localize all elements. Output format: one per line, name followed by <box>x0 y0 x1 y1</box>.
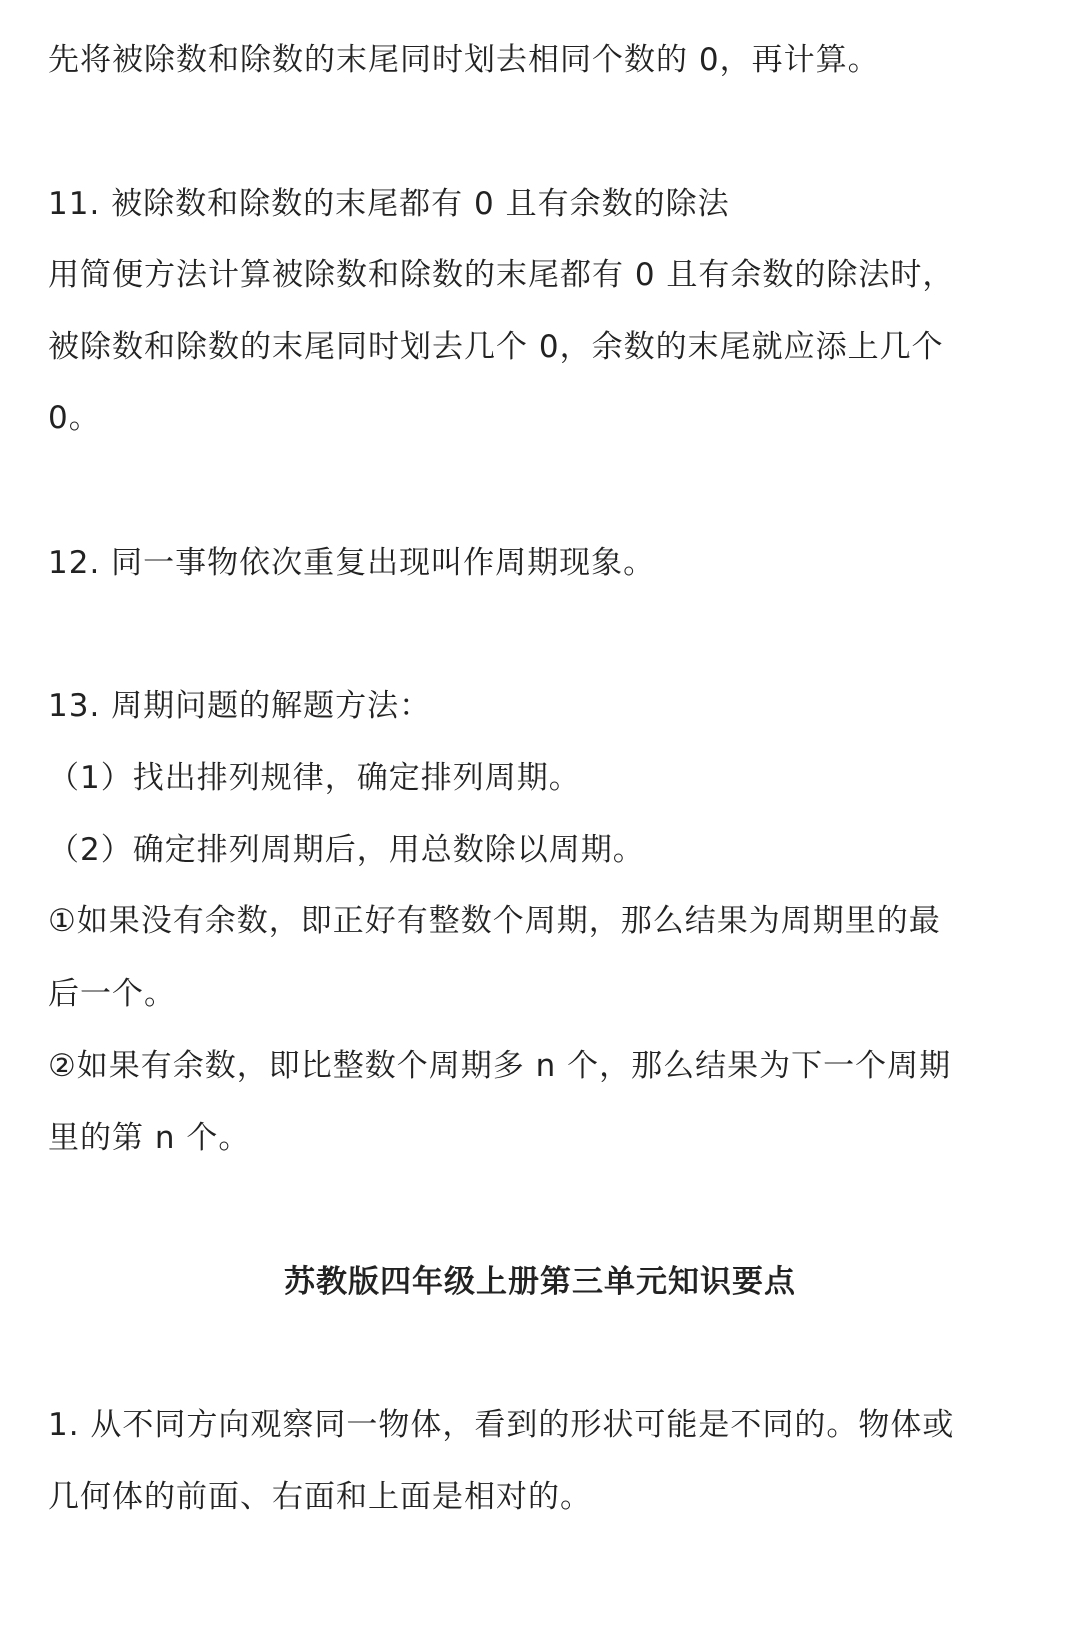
unit-3-heading: 苏教版四年级上册第三单元知识要点 <box>284 1264 796 1300</box>
item-13-step-1: （1）找出排列规律，确定排列周期。 <box>48 760 581 796</box>
item-13-step-2: （2）确定排列周期后，用总数除以周期。 <box>48 832 645 868</box>
item-13-title: 13. 周期问题的解题方法： <box>48 688 432 724</box>
item-13-case-1-line-1: ①如果没有余数，即正好有整数个周期，那么结果为周期里的最 <box>48 903 941 939</box>
item-13-case-2-line-1: ②如果有余数，即比整数个周期多 n 个，那么结果为下一个周期 <box>48 1048 952 1084</box>
item-11-body-line-1: 用简便方法计算被除数和除数的末尾都有 0 且有余数的除法时， <box>48 257 955 293</box>
item-11-body-line-2: 被除数和除数的末尾同时划去几个 0，余数的末尾就应添上几个 <box>48 329 944 365</box>
item-13-case-1-line-2: 后一个。 <box>48 976 176 1012</box>
unit-3-item-1-line-1: 1. 从不同方向观察同一物体，看到的形状可能是不同的。物体或 <box>48 1407 955 1443</box>
item-11-body-line-3: 0。 <box>48 400 101 436</box>
item-11-title: 11. 被除数和除数的末尾都有 0 且有余数的除法 <box>48 186 730 222</box>
item-12-text: 12. 同一事物依次重复出现叫作周期现象。 <box>48 545 656 581</box>
unit-3-item-1-line-2: 几何体的前面、右面和上面是相对的。 <box>48 1479 592 1515</box>
item-13-case-2-line-2: 里的第 n 个。 <box>48 1120 251 1156</box>
division-zero-rule-text: 先将被除数和除数的末尾同时划去相同个数的 0，再计算。 <box>48 42 880 78</box>
